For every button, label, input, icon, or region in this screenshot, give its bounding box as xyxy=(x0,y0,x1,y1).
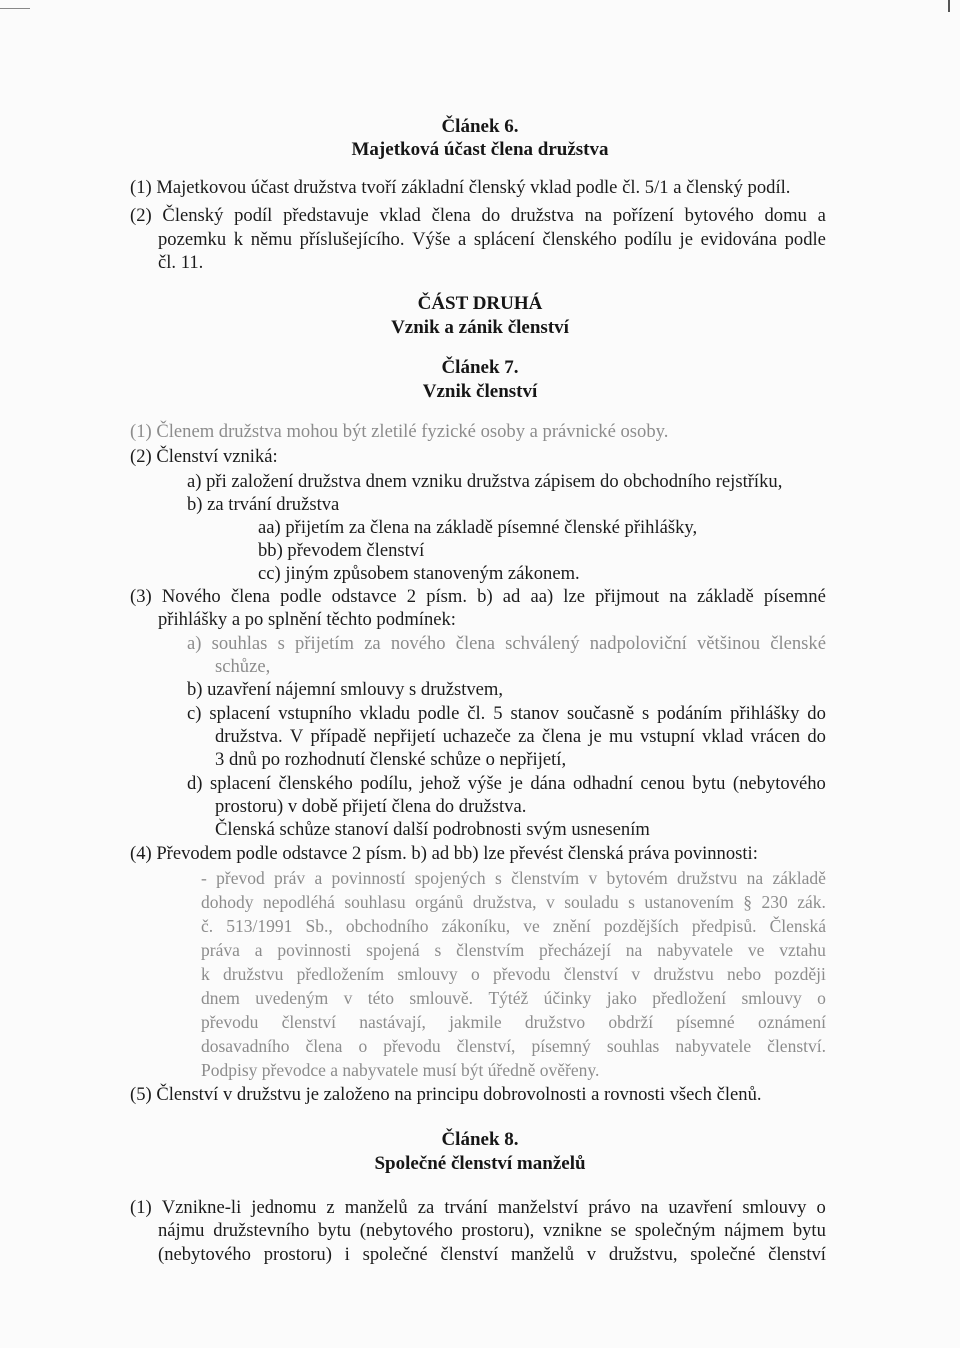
paragraph-line: pozemku k němu příslušejícího. Výše a splácení členského podílu je evidována podle xyxy=(158,229,826,250)
paragraph-line: čl. 11. xyxy=(158,252,204,273)
paragraph-line: dohody nepodléhá souhlasu orgánů družstva, v souladu s ustanovením § 230 zák. xyxy=(201,892,826,912)
paragraph-line: dnem uvedeným v této smlouvě. Týtéž účinky jako předložení smlouvy o xyxy=(201,988,826,1008)
list-item: a) při založení družstva dnem vzniku družstva zápisem do obchodního rejstříku, xyxy=(187,471,783,492)
list-item: c) splacení vstupního vkladu podle čl. 5 stanov současně s podáním přihlášky do xyxy=(187,703,826,724)
paragraph-line: (1) Majetkovou účast družstva tvoří základní členský vklad podle čl. 5/1 a členský podíl. xyxy=(130,177,791,198)
list-item: prostoru) v době přijetí člena do družstva. xyxy=(215,796,527,817)
article-7-subtitle: Vznik členství xyxy=(422,381,538,402)
paragraph-line: (1) Vznikne-li jednomu z manželů za trvání manželství právo na uzavření smlouvy o xyxy=(130,1197,826,1218)
article-6-title: Článek 6. xyxy=(441,116,519,137)
paragraph-line: přihlášky a po splnění těchto podmínek: xyxy=(158,609,456,630)
list-item: cc) jiným způsobem stanoveným zákonem. xyxy=(258,563,580,584)
paragraph-line: (5) Členství v družstvu je založeno na principu dobrovolnosti a rovnosti všech členů. xyxy=(130,1084,762,1105)
list-item: b) za trvání družstva xyxy=(187,494,340,515)
paragraph-line: (3) Nového člena podle odstavce 2 písm. b) ad aa) lze přijmout na základě písemné xyxy=(130,586,826,607)
paragraph-line: (2) Členský podíl představuje vklad člena do družstva na pořízení bytového domu a xyxy=(130,205,826,226)
list-item: 3 dnů po rozhodnutí členské schůze o nepřijetí, xyxy=(215,749,567,770)
part-two-subtitle: Vznik a zánik členství xyxy=(391,317,569,338)
paragraph-line: (4) Převodem podle odstavce 2 písm. b) ad bb) lze převést členská práva povinnosti: xyxy=(130,843,758,864)
list-item: bb) převodem členství xyxy=(258,540,425,561)
paragraph-line: (nebytového prostoru) i společné členství manželů v družstvu, společné členství xyxy=(158,1244,826,1265)
paragraph-line: (1) Členem družstva mohou být zletilé fyzické osoby a právnické osoby. xyxy=(130,421,669,442)
paragraph-line: č. 513/1991 Sb., obchodního zákoníku, ve znění pozdějších předpisů. Členská xyxy=(201,916,826,936)
list-item: Členská schůze stanoví další podrobnosti svým usnesením xyxy=(215,819,650,840)
list-item: družstva. V případě nepřijetí uchazeče za člena je mu vstupní vklad vrácen do xyxy=(215,726,826,747)
scan-artifact xyxy=(0,8,30,9)
part-two-title: ČÁST DRUHÁ xyxy=(417,293,543,314)
list-item: d) splacení členského podílu, jehož výše je dána odhadní cenou bytu (nebytového xyxy=(187,773,826,794)
article-6-subtitle: Majetková účast člena družstva xyxy=(351,139,609,160)
article-7-title: Článek 7. xyxy=(441,357,519,378)
list-item: a) souhlas s přijetím za nového člena schválený nadpoloviční většinou členské xyxy=(187,633,826,654)
paragraph-line: Podpisy převodce a nabyvatele musí být úředně ověřeny. xyxy=(201,1060,600,1080)
scan-artifact xyxy=(948,0,950,12)
paragraph-line: nájmu družstevního bytu (nebytového prostoru), vznikne se společným nájmem bytu xyxy=(158,1220,826,1241)
paragraph-line: k družstvu předložením smlouvy o převodu členství v družstvu nebo později xyxy=(201,964,826,984)
paragraph-line: převodu členství nastávají, jakmile družstvo obdrží písemné oznámení xyxy=(201,1012,826,1032)
paragraph-line: - převod práv a povinností spojených s členstvím v bytovém družstvu na základě xyxy=(201,868,826,888)
list-item: b) uzavření nájemní smlouvy s družstvem, xyxy=(187,679,504,700)
article-8-title: Článek 8. xyxy=(441,1129,519,1150)
article-8-subtitle: Společné členství manželů xyxy=(374,1153,586,1174)
list-item: aa) přijetím za člena na základě písemné členské přihlášky, xyxy=(258,517,698,538)
list-item: schůze, xyxy=(215,656,271,677)
paragraph-line: (2) Členství vzniká: xyxy=(130,446,278,467)
paragraph-line: dosavadního člena o převodu členství, písemný souhlas nabyvatele členství. xyxy=(201,1036,826,1056)
paragraph-line: práva a povinnosti spojená s členstvím přecházejí na nabyvatele ve vztahu xyxy=(201,940,826,960)
